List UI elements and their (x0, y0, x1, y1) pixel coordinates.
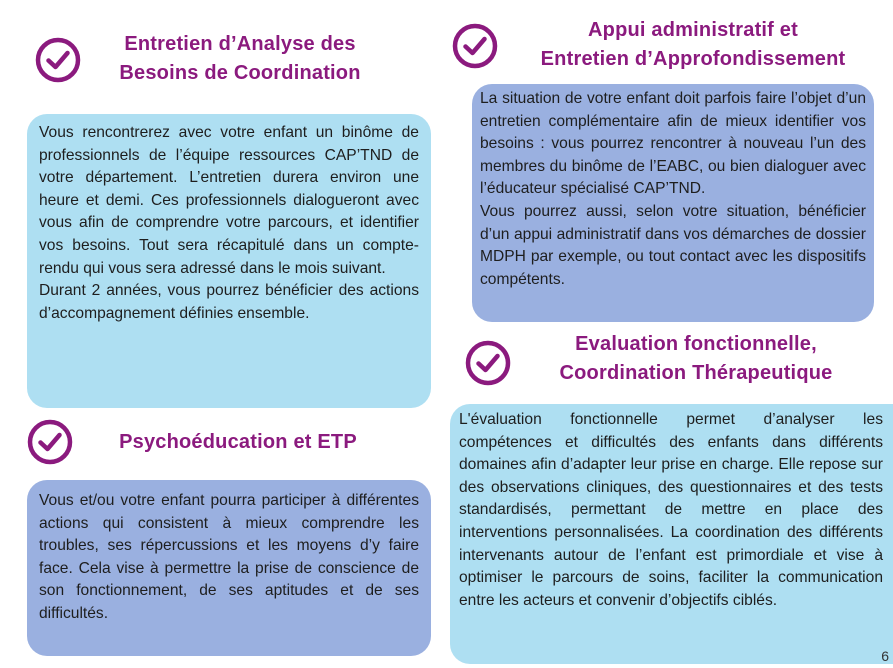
title-line: Entretien d’Approfondissement (540, 48, 846, 70)
check-circle-icon (452, 23, 498, 69)
section-body-etp (27, 480, 431, 656)
paragraph: Vous rencontrerez avec votre enfant un binôme de professionnels de l’équipe ressources CAP’TND de votre département. L’entretien durera environ une heure et demi. Ces professionnels dialogueront avec vous afin de comprendre votre parcours, et identifier vos besoins. Tout sera récapitulé dans un compte-rendu qui vous sera adressé dans le mois suivant. (39, 124, 419, 277)
check-circle-icon (465, 340, 511, 386)
section-body-eabc (27, 114, 431, 408)
section-title-eabc (90, 30, 390, 88)
section-body-eval (450, 404, 893, 664)
paragraph: La situation de votre enfant doit parfois faire l’objet d’un entretien complémentaire afin de mieux identifier vos besoins : vous pourrez rencontrer à nouveau l’un des membres du binôme de l’EABC, ou bien dialoguer avec l’éducateur spécialisé CAP’TND. (480, 90, 866, 198)
section-title-eval (522, 330, 870, 388)
paragraph: Vous et/ou votre enfant pourra participer à différentes actions qui consistent à mieux comprendre les troubles, ses répercussions et les moyens d’y faire face. Cela vise à permettre la prise de conscience de son fonctionnement, de ses aptitudes et de ses difficultés. (39, 492, 419, 622)
title-line: Evaluation fonctionnelle, (575, 333, 817, 355)
title-line: Entretien d’Analyse des (124, 33, 356, 55)
paragraph: L'évaluation fonctionnelle permet d’analyser les compétences et difficultés des enfants dans différents domaines afin d’adapter leur prise en charge. Elle repose sur des observations cliniques, des questionnaires et des tests standardisés, permettant de mettre en place des interventions personnalisées. La coordination des différents intervenants autour de l’enfant est primordiale et vise à optimiser le parcours de soins, faciliter la communication entre les acteurs et convenir d’objectifs ciblés. (459, 411, 883, 609)
page-number: 6 (881, 648, 889, 665)
check-circle-icon (35, 37, 81, 83)
check-circle-icon (27, 419, 73, 465)
section-body-appui (472, 84, 874, 322)
paragraph: Vous pourrez aussi, selon votre situation, bénéficier d’un appui administratif dans vos démarches de dossier MDPH par exemple, ou tout contact avec les dispositifs compétents. (480, 202, 866, 288)
section-title-etp (88, 428, 388, 457)
title-line: Besoins de Coordination (119, 62, 361, 84)
title-line: Appui administratif et (588, 19, 798, 41)
title-line: Psychoéducation et ETP (119, 431, 357, 453)
paragraph: Durant 2 années, vous pourrez bénéficier des actions d’accompagnement définies ensemble. (39, 282, 419, 322)
title-line: Coordination Thérapeutique (559, 362, 833, 384)
section-title-appui (508, 16, 878, 74)
